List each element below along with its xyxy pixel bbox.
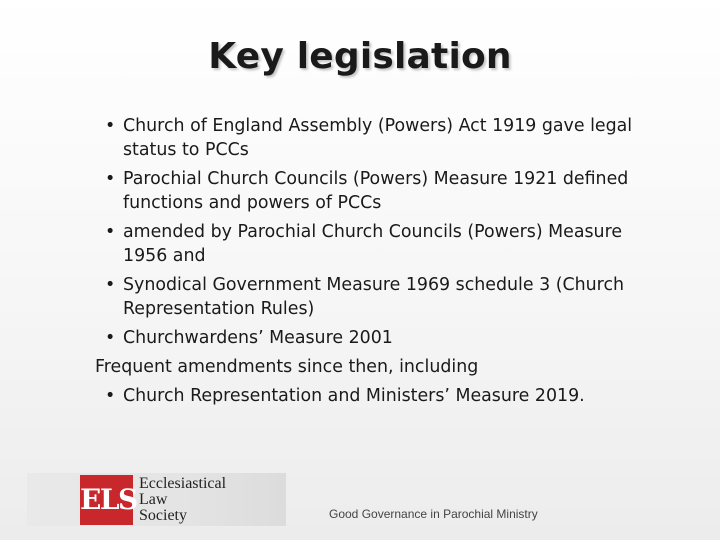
list-item-text: Church Representation and Ministers’ Measure 2019. <box>123 386 585 406</box>
list-item-text: Synodical Government Measure 1969 schedule 3 (Church Representation Rules) <box>123 275 625 319</box>
els-logo-mark: ELS <box>80 475 133 525</box>
bullet-icon: • <box>105 222 116 242</box>
list-item <box>95 114 655 162</box>
legislation-list <box>95 114 655 413</box>
bullet-icon: • <box>105 275 116 295</box>
list-item <box>95 326 655 350</box>
bullet-icon: • <box>105 386 116 406</box>
list-item-text: Church of England Assembly (Powers) Act 1919 gave legal status to PCCs <box>123 116 633 160</box>
bullet-icon: • <box>105 328 116 348</box>
list-item <box>95 384 655 408</box>
logo-line-law: Law <box>139 491 168 508</box>
list-item <box>95 273 655 321</box>
list-item-text: Churchwardens’ Measure 2001 <box>123 328 393 348</box>
logo-line-ecclesiastical: Ecclesiastical <box>139 475 227 492</box>
els-logo <box>27 473 286 526</box>
list-item-text: amended by Parochial Church Councils (Powers) Measure 1956 and <box>123 222 623 266</box>
bullet-icon: • <box>105 116 116 136</box>
logo-line-society: Society <box>139 507 187 524</box>
els-logo-wordmark <box>139 476 226 524</box>
bullet-icon: • <box>105 169 116 189</box>
list-item-text: Parochial Church Councils (Powers) Measure 1921 defined functions and powers of PCCs <box>123 169 629 213</box>
list-item <box>95 167 655 215</box>
list-item <box>95 220 655 268</box>
footer-text: Good Governance in Parochial Ministry <box>329 507 538 521</box>
slide-title: Key legislation <box>208 36 512 77</box>
plain-text-line: Frequent amendments since then, including <box>95 357 479 377</box>
